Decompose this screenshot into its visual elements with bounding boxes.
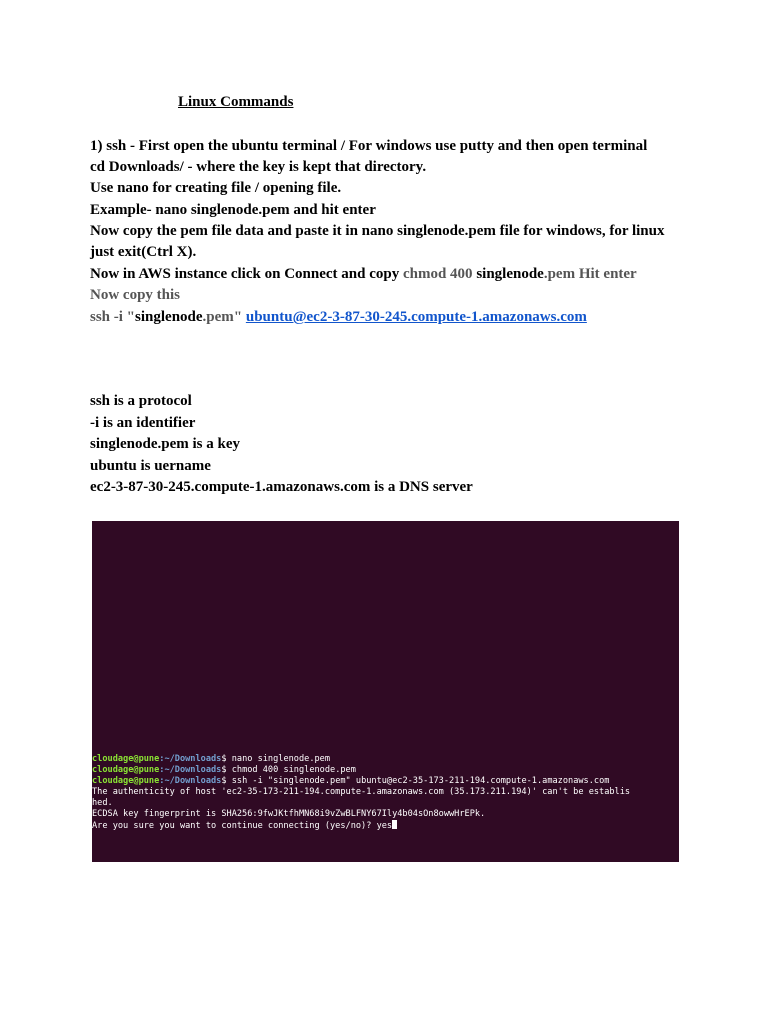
- step-exit: just exit(Ctrl X).: [90, 244, 197, 260]
- terminal-output-line-4: Are you sure you want to continue connecting (yes/no)? yes: [92, 820, 679, 832]
- step-copy-this: Now copy this: [90, 287, 181, 303]
- terminal-line-2: cloudage@pune:~/Downloads$ chmod 400 singlenode.pem: [92, 765, 356, 775]
- explanation-i: -i is an identifier: [90, 415, 196, 431]
- step-aws-connect: [90, 265, 637, 283]
- terminal-output-line-1: The authenticity of host 'ec2-35-173-211-194.compute-1.amazonaws.com (35.173.211.194)' can't be establis: [92, 787, 631, 797]
- ssh-host-link[interactable]: ubuntu@ec2-3-87-30-245.compute-1.amazonaws.com: [245, 309, 587, 325]
- terminal-line-3: cloudage@pune:~/Downloads$ ssh -i "singlenode.pem" ubuntu@ec2-35-173-211-194.compute-1.amazonaws.com: [92, 776, 610, 786]
- pem-ext-text: .pem: [543, 266, 576, 282]
- ssh-cmd-prefix: ssh -i ": [90, 309, 136, 325]
- singlenode-text: singlenode: [476, 266, 544, 282]
- terminal-line-1: cloudage@pune:~/Downloads$ nano singlenode.pem: [92, 754, 331, 764]
- step-ssh: 1) ssh - First open the ubuntu terminal / For windows use putty and then open terminal: [90, 138, 648, 154]
- explanation-ssh: ssh is a protocol: [90, 393, 192, 409]
- step-cd-downloads: cd Downloads/ - where the key is kept that directory.: [90, 159, 427, 175]
- step-ssh-command: [90, 308, 587, 326]
- step-nano: Use nano for creating file / opening file.: [90, 180, 342, 196]
- document-title: Linux Commands: [178, 94, 294, 110]
- ssh-cmd-key: singlenode: [135, 309, 203, 325]
- explanation-ubuntu: ubuntu is uername: [90, 458, 211, 474]
- aws-connect-text: Now in AWS instance click on Connect and copy: [90, 266, 403, 282]
- step-example: Example- nano singlenode.pem and hit enter: [90, 202, 376, 218]
- ssh-cmd-ext: .pem": [202, 309, 246, 325]
- terminal-output-line-2: hed.: [92, 798, 113, 808]
- step-copy-pem: Now copy the pem file data and paste it in nano singlenode.pem file for windows, for linux: [90, 223, 665, 239]
- terminal-screenshot: [92, 521, 679, 862]
- terminal-cursor: [392, 820, 397, 829]
- terminal-output: [92, 754, 679, 832]
- explanation-dns: ec2-3-87-30-245.compute-1.amazonaws.com is a DNS server: [90, 479, 473, 495]
- explanation-pem: singlenode.pem is a key: [90, 436, 241, 452]
- chmod-text: chmod 400: [402, 266, 477, 282]
- terminal-output-line-3: ECDSA key fingerprint is SHA256:9fwJKtfhMN68i9vZwBLFNY67Ily4b04sOn8owwHrEPk.: [92, 809, 486, 819]
- hit-enter-text: Hit enter: [575, 266, 637, 282]
